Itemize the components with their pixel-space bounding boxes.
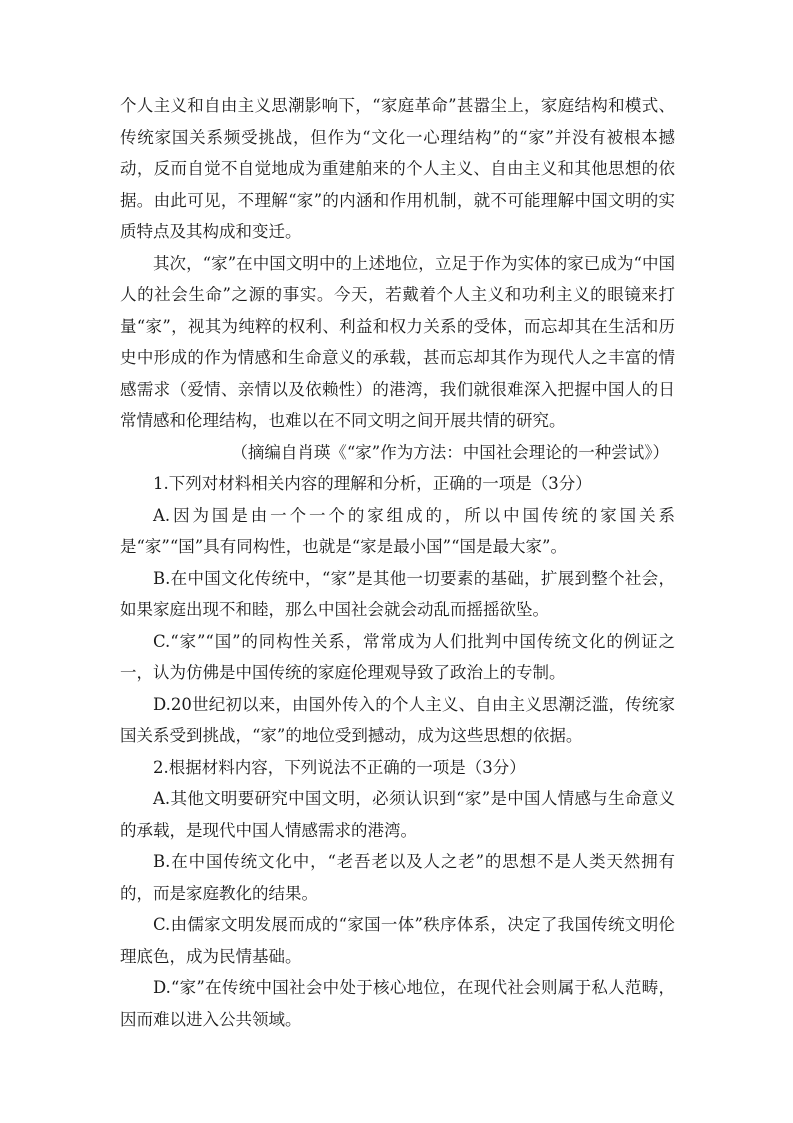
article-paragraph-1: 个人主义和自由主义思潮影响下，“家庭革命”甚嚣尘上，家庭结构和模式、传统家国关系频受挑战，但作为“文化一心理结构”的“家”并没有被根本撼动，反而自觉不自觉地成为重建舶来的个人主义、自由主义和其他思想的依据。由此可见，不理解“家”的内涵和作用机制，就不可能理解中国文明的实质特点及其构成和变迁。 — [120, 96, 675, 241]
question-1-option-b: B.在中国文化传统中，“家”是其他一切要素的基础，扩展到整个社会，如果家庭出现不和睦，那么中国社会就会动乱而摇摇欲坠。 — [120, 568, 675, 619]
question-2-option-c: C.由儒家文明发展而成的“家国一体”秩序体系，决定了我国传统文明伦理底色，成为民情基础。 — [120, 915, 675, 966]
article-paragraph-2: 其次，“家”在中国文明中的上述地位，立足于作为实体的家已成为“中国人的社会生命”之源的事实。今天，若戴着个人主义和功利主义的眼镜来打量“家”，视其为纯粹的权利、利益和权力关系的受体，而忘却其在生活和历史中形成的作为情感和生命意义的承载，甚而忘却其作为现代人之丰富的情感需求（爱情、亲情以及依赖性）的港湾，我们就很难深入把握中国人的日常情感和伦理结构，也难以在不同文明之间开展共情的研究。 — [120, 253, 675, 430]
question-2-option-a: A.其他文明要研究中国文明，必须认识到“家”是中国人情感与生命意义的承载，是现代中国人情感需求的港湾。 — [120, 789, 675, 840]
question-2-option-d: D.“家”在传统中国社会中处于核心地位，在现代社会则属于私人范畴，因而难以进入公共领域。 — [120, 978, 675, 1029]
question-1-option-d: D.20世纪初以来，由国外传入的个人主义、自由主义思潮泛滥，传统家国关系受到挑战，“家”的地位受到撼动，成为这些思想的依据。 — [120, 694, 675, 745]
question-1-option-a: A.因为国是由一个一个的家组成的，所以中国传统的家国关系是“家”“国”具有同构性，也就是“家是最小国”“国是最大家”。 — [120, 505, 675, 556]
article-source: （摘编自肖瑛《“家”作为方法：中国社会理论的一种尝试》） — [231, 442, 669, 462]
question-1-stem: 1.下列对材料相关内容的理解和分析，正确的一项是（3分） — [153, 474, 592, 493]
question-2-stem: 2.根据材料内容，下列说法不正确的一项是（3分） — [153, 757, 526, 777]
question-1-option-c: C.“家”“国”的同构性关系，常常成为人们批判中国传统文化的例证之一，认为仿佛是中国传统的家庭伦理观导致了政治上的专制。 — [120, 631, 675, 682]
question-2-option-b: B.在中国传统文化中，“老吾老以及人之老”的思想不是人类天然拥有的，而是家庭教化的结果。 — [120, 852, 675, 903]
document-page — [120, 90, 675, 1035]
